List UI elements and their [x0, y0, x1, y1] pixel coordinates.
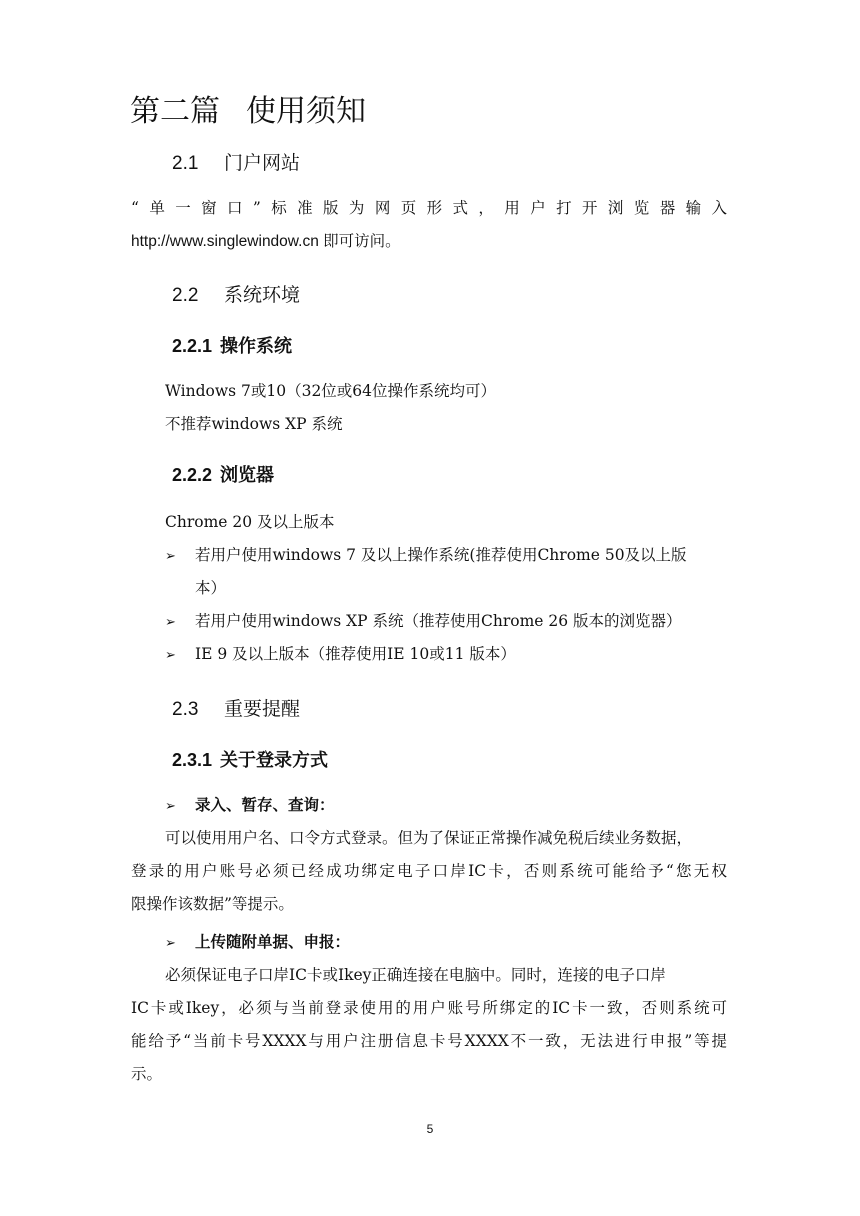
bullet-text: 录入、暂存、查询： — [195, 796, 335, 814]
section-title: 门户网站 — [224, 152, 301, 174]
login-bullet-1 — [165, 789, 335, 823]
section-2-2-1-heading — [172, 332, 292, 358]
section-number: 2.2 — [172, 285, 199, 306]
section-title: 关于登录方式 — [220, 750, 329, 771]
section-title: 系统环境 — [224, 284, 301, 306]
section-2-3-heading — [172, 694, 300, 721]
bullet-arrow-icon: ➢ — [165, 648, 176, 663]
login-para-2-line-1: 必须保证电子口岸IC卡或Ikey正确连接在电脑中。同时，连接的电子口岸 — [165, 966, 666, 984]
os-line-1: Windows 7或10（32位或64位操作系统均可） — [165, 382, 497, 400]
browser-bullet-3 — [165, 638, 516, 672]
login-para-1-line-2: 登录的用户账号必须已经成功绑定电子口岸IC卡，否则系统可能给予“您无权 — [131, 862, 727, 880]
login-para-2-line-3: 能给予“当前卡号XXXX与用户注册信息卡号XXXX不一致，无法进行申报”等提 — [131, 1032, 727, 1050]
bullet-text: 若用户使用windows 7 及以上操作系统(推荐使用Chrome 50及以上版 — [195, 546, 687, 564]
section-title: 浏览器 — [220, 465, 275, 486]
section-title: 操作系统 — [220, 336, 293, 357]
portal-text-line-1: “单一窗口”标准版为网页形式，用户打开浏览器输入 — [131, 199, 727, 217]
section-2-2-heading — [172, 280, 300, 307]
login-para-2-line-2: IC卡或Ikey，必须与当前登录使用的用户账号所绑定的IC卡一致，否则系统可 — [131, 999, 727, 1017]
login-para-1-line-3: 限操作该数据”等提示。 — [131, 895, 294, 913]
bullet-text: IE 9 及以上版本（推荐使用IE 10或11 版本） — [195, 645, 516, 663]
chapter-title: 使用须知 — [246, 94, 366, 129]
portal-text-line-2: http://www.singlewindow.cn 即可访问。 — [131, 233, 401, 250]
browser-bullet-1-cont: 本） — [195, 579, 227, 597]
section-title: 重要提醒 — [224, 698, 301, 720]
chapter-number: 第二篇 — [130, 94, 220, 129]
section-2-3-1-heading — [172, 746, 328, 772]
bullet-arrow-icon: ➢ — [165, 799, 176, 814]
section-number: 2.1 — [172, 153, 199, 174]
login-para-2-line-4: 示。 — [131, 1065, 163, 1083]
bullet-text: 若用户使用windows XP 系统（推荐使用Chrome 26 版本的浏览器） — [195, 612, 682, 630]
page-number: 5 — [426, 1122, 434, 1136]
bullet-arrow-icon: ➢ — [165, 549, 176, 564]
section-number: 2.3 — [172, 699, 199, 720]
chapter-heading — [130, 86, 366, 130]
section-2-1-heading — [172, 148, 300, 175]
bullet-text: 上传随附单据、申报： — [195, 933, 351, 951]
browser-bullet-1 — [165, 539, 687, 573]
section-number: 2.3.1 — [172, 750, 213, 770]
os-line-2: 不推荐windows XP 系统 — [165, 415, 343, 433]
section-number: 2.2.1 — [172, 336, 213, 356]
browser-bullet-2 — [165, 605, 682, 639]
section-2-2-2-heading — [172, 461, 274, 487]
bullet-arrow-icon: ➢ — [165, 615, 176, 630]
login-para-1-line-1: 可以使用用户名、口令方式登录。但为了保证正常操作减免税后续业务数据， — [165, 829, 693, 847]
section-number: 2.2.2 — [172, 465, 213, 485]
bullet-arrow-icon: ➢ — [165, 936, 176, 951]
login-bullet-2 — [165, 926, 350, 960]
browser-line: Chrome 20 及以上版本 — [165, 513, 335, 531]
